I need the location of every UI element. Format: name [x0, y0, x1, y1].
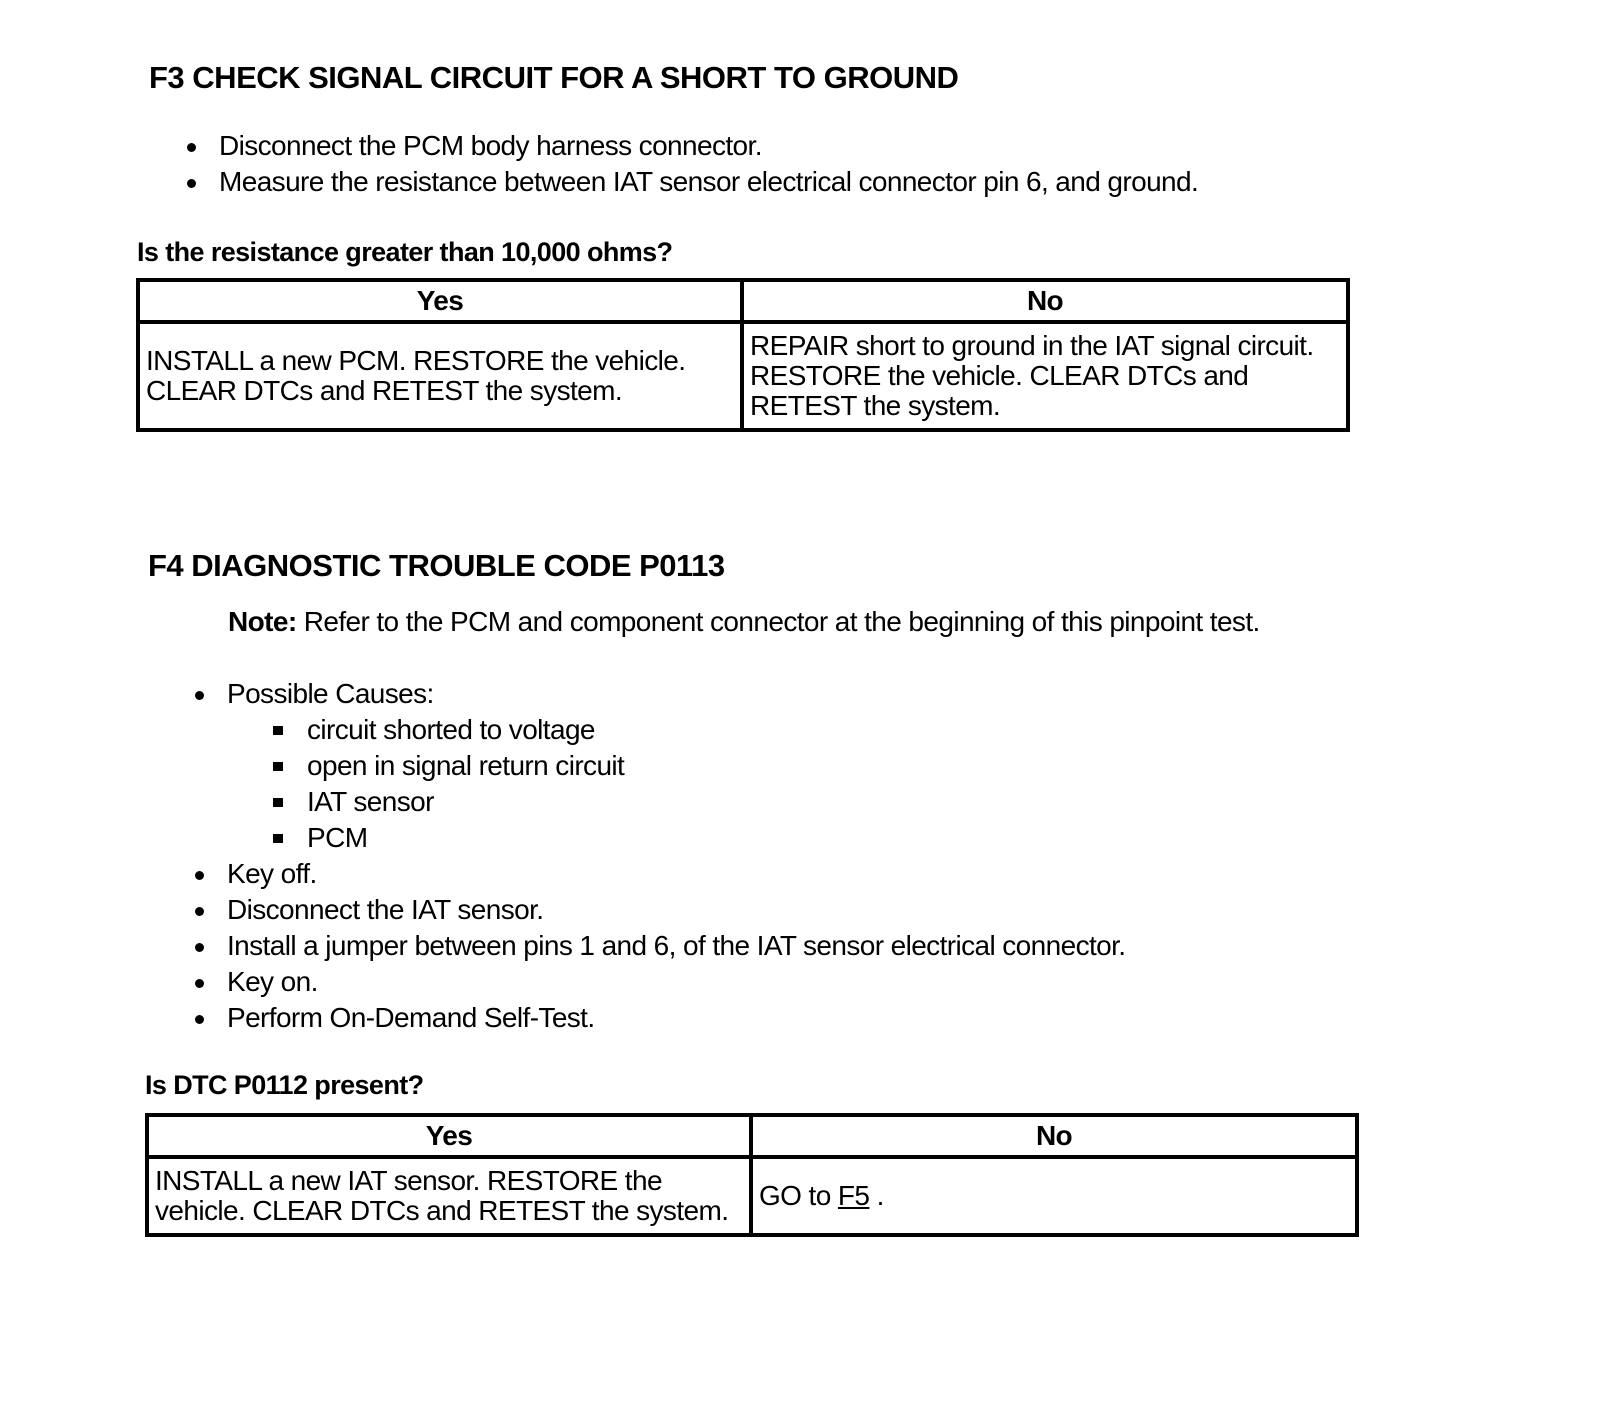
cause-item: circuit shorted to voltage: [191, 712, 1125, 748]
yes-header: Yes: [147, 1115, 751, 1157]
note: [228, 606, 1260, 638]
table-row: [147, 1157, 1357, 1235]
cause-item: open in signal return circuit: [191, 748, 1125, 784]
list-item: Perform On-Demand Self-Test.: [191, 1000, 1125, 1036]
table-header-row: [138, 280, 1348, 322]
go-to-prefix: GO to: [759, 1180, 831, 1211]
yes-header: Yes: [138, 280, 742, 322]
go-to-suffix: .: [876, 1180, 884, 1211]
possible-causes-list: [227, 712, 1125, 856]
step-title-f4: F4 DIAGNOSTIC TROUBLE CODE P0113: [148, 548, 725, 583]
possible-causes-label: Possible Causes:: [227, 678, 434, 709]
list-item: Measure the resistance between IAT sensor electrical connector pin 6, and ground.: [183, 164, 1198, 200]
f3-question: Is the resistance greater than 10,000 ohms?: [137, 237, 673, 267]
table-row: [138, 322, 1348, 430]
f4-answer-table: [145, 1113, 1359, 1237]
f3-step-list: [183, 128, 1198, 200]
note-label: Note:: [228, 606, 297, 637]
list-item: Disconnect the IAT sensor.: [191, 892, 1125, 928]
list-item: Key off.: [191, 856, 1125, 892]
f4-step-list: [191, 676, 1125, 1036]
note-text: Refer to the PCM and component connector at the beginning of this pinpoint test.: [303, 606, 1260, 637]
cause-item: PCM: [191, 820, 1125, 856]
no-action: [751, 1157, 1357, 1235]
list-item: [191, 676, 1125, 856]
list-item: Key on.: [191, 964, 1125, 1000]
f3-answer-table: [136, 278, 1350, 432]
list-item: Disconnect the PCM body harness connector.: [183, 128, 1198, 164]
yes-action: INSTALL a new PCM. RESTORE the vehicle. CLEAR DTCs and RETEST the system.: [138, 322, 742, 430]
list-item: Install a jumper between pins 1 and 6, of the IAT sensor electrical connector.: [191, 928, 1125, 964]
no-action: REPAIR short to ground in the IAT signal circuit. RESTORE the vehicle. CLEAR DTCs and RETEST the system.: [742, 322, 1348, 430]
f4-question: Is DTC P0112 present?: [145, 1070, 424, 1100]
no-header: No: [751, 1115, 1357, 1157]
step-title-f3: F3 CHECK SIGNAL CIRCUIT FOR A SHORT TO GROUND: [149, 60, 959, 95]
go-to-f5-link[interactable]: F5: [837, 1180, 870, 1211]
yes-action: INSTALL a new IAT sensor. RESTORE the vehicle. CLEAR DTCs and RETEST the system.: [147, 1157, 751, 1235]
no-header: No: [742, 280, 1348, 322]
table-header-row: [147, 1115, 1357, 1157]
cause-item: IAT sensor: [191, 784, 1125, 820]
